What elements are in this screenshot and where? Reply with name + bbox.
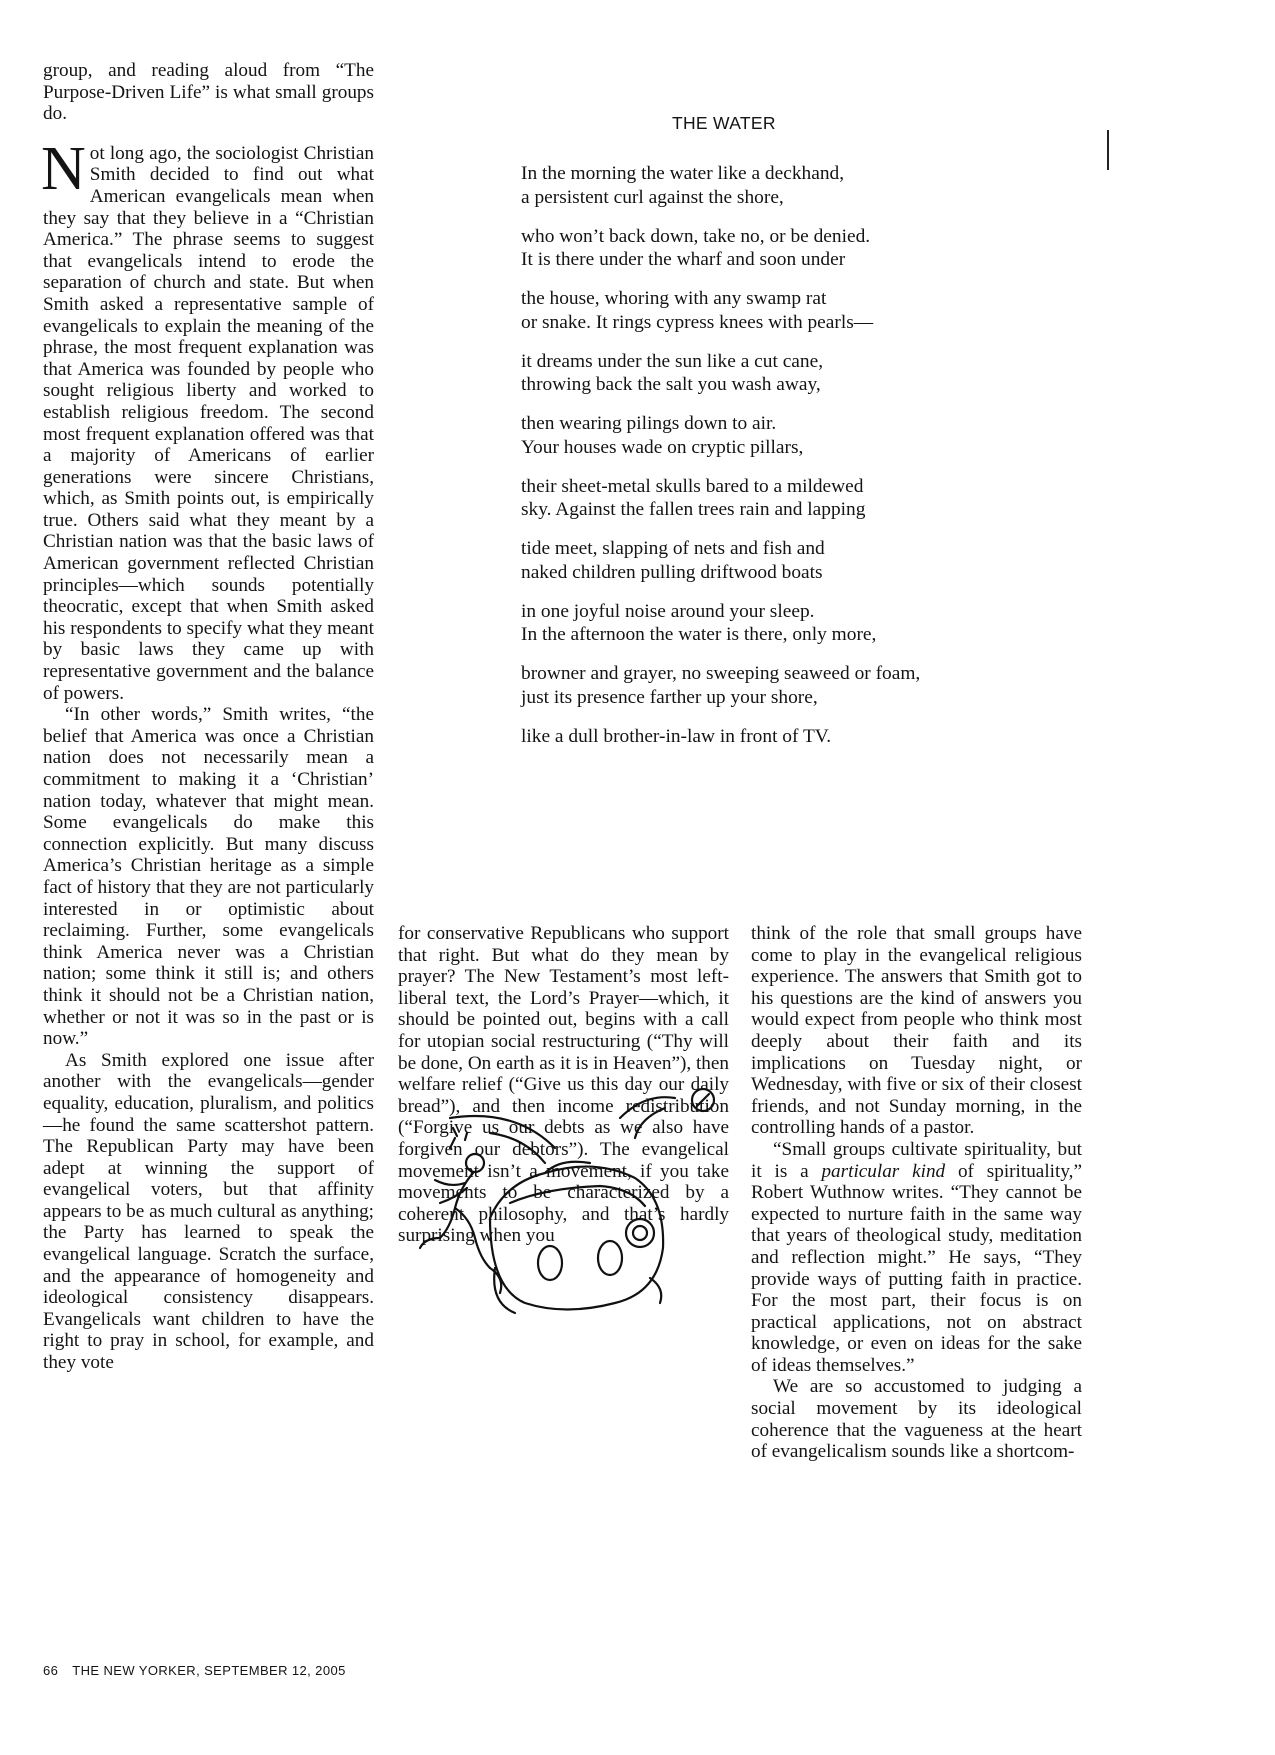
paragraph-prayer: for conservative Republicans who support that right. But what do they mean by prayer? The New Testament’s most left-liberal text, the Lord’s Prayer—which, it should be pointed out, begins with a call for utopian social restructuring (“Thy will be done, On earth as it is in Heaven”), then welfare relief (“Give us this day our daily bread”), and then income redistribution (“Forgive us our debts as we also have forgiven our debtors”). The evangelical movement isn’t a movement, if you take movements to be characterized by a coherent philosophy, and that’s hardly surprising when you xyxy=(398,923,729,1247)
poem xyxy=(521,162,1121,764)
paragraph-intro-text: ot long ago, the sociologist Christian Smith decided to find out what American evangelicals mean when they say that they believe in a “Christian America.” The phrase seems to suggest that evangelicals intend to erode the separation of church and state. But when Smith asked a representative sample of evangelicals to explain the meaning of the phrase, the most frequent explanation was that America was founded by people who sought religious liberty and worked to establish religious freedom. The second most frequent explanation offered was that a majority of Americans of earlier generations were sincere Christians, which, as Smith points out, is empirically true. Others said what they meant by a Christian nation was that the basic laws of American government reflected Christian principles—which sounds potentially theocratic, except that when Smith asked his respondents to specify what they meant by basic laws they came up with representative government and the balance of powers. xyxy=(43,142,374,704)
paragraph-smith-quote: “In other words,” Smith writes, “the belief that America was once a Christian nation does not necessarily mean a commitment to making it a ‘Christian’ nation today, whatever that might mean. Some evangelicals do make this connection explicitly. But many discuss America’s Christian heritage as a simple fact of history that they are not particularly interested in or optimistic about reclaiming. Further, some evangelicals think America never was a Christian nation; some think it still is; and others think it should not be a Christian nation, whether or not it was so in the past or is now.” xyxy=(43,704,374,1050)
drop-cap: N xyxy=(41,134,86,203)
poem-line: their sheet-metal skulls bared to a mildewed xyxy=(521,475,864,497)
poem-line: it dreams under the sun like a cut cane, xyxy=(521,350,824,372)
poem-line: who won’t back down, take no, or be denied. xyxy=(521,225,871,247)
paragraph-smith-explored: As Smith explored one issue after another with the evangelicals—gender equality, education, pluralism, and politics—he found the same scattershot pattern. The Republican Party may have been adept at winning the support of evangelical voters, but that affinity appears to be as much cultural as anything; the Party has learned to speak the evangelical language. Scratch the surface, and the appearance of homogeneity and ideological consistency disappears. Evangelicals want children to have the right to pray in school, for example, and they vote xyxy=(43,1049,374,1374)
poem-line: browner and grayer, no sweeping seaweed or foam, xyxy=(521,663,921,684)
cartoon-illustration xyxy=(395,1088,725,1333)
steam-line-icon xyxy=(450,1116,555,1148)
paragraph-accustomed: We are so accustomed to judging a social movement by its ideological coherence that the vagueness at the heart of evangelicalism sounds like a shortcom- xyxy=(751,1376,1082,1463)
poem-line: a persistent curl against the shore, xyxy=(521,186,784,208)
poem-line: sky. Against the fallen trees rain and lapping xyxy=(521,499,866,520)
poem-stanza xyxy=(521,475,1121,522)
poem-line: naked children pulling driftwood boats xyxy=(521,561,823,583)
left-column xyxy=(43,60,374,1374)
publication-line: THE NEW YORKER, SEPTEMBER 12, 2005 xyxy=(72,1663,346,1678)
poem-stanza xyxy=(521,162,1121,209)
poem-stanza xyxy=(521,412,1121,459)
poem-line: just its presence farther up your shore, xyxy=(521,686,818,708)
scan-mark xyxy=(1107,130,1109,170)
poem-stanza xyxy=(521,537,1121,584)
poem-line: the house, whoring with any swamp rat xyxy=(521,288,827,309)
poem-line: then wearing pilings down to air. xyxy=(521,413,777,434)
poem-line: or snake. It rings cypress knees with pearls— xyxy=(521,311,874,333)
paragraph-wuthnow: “Small groups cultivate spirituality, but it is a particular kind of spirituality,” Robert Wuthnow writes. “They cannot be expected to nurture faith in the same way that years of theological study, meditation and reflection might.” He says, “They provide ways of putting faith in practice. For the most part, their focus is on practical applications, not on abstract knowledge, or even on ideas for the sake of ideas themselves.” xyxy=(751,1138,1082,1376)
poem-stanza xyxy=(521,725,1121,749)
poem-stanza xyxy=(521,600,1121,647)
poem-line: In the afternoon the water is there, only more, xyxy=(521,624,877,645)
poem-stanza xyxy=(521,225,1121,272)
paragraph-intro xyxy=(41,134,374,704)
poem-line: tide meet, slapping of nets and fish and xyxy=(521,538,825,559)
right-column xyxy=(751,923,1082,1463)
man-head-icon xyxy=(466,1154,484,1172)
poem-line: Your houses wade on cryptic pillars, xyxy=(521,436,804,458)
paragraph-small-groups: think of the role that small groups have come to play in the evangelical religious experience. The answers that Smith got to his questions are the kind of answers you would expect from people who think most deeply about their faith and its implications on Tuesday night, or Wednesday, with five or six of their closest friends, and not Sunday morning, in the controlling hands of a pastor. xyxy=(751,923,1082,1139)
poem-line: in one joyful noise around your sleep. xyxy=(521,600,815,622)
continuation-paragraph: group, and reading aloud from “The Purpose-Driven Life” is what small groups do. xyxy=(43,60,374,125)
poem-line: like a dull brother-in-law in front of TV. xyxy=(521,725,832,747)
page-number: 66 xyxy=(43,1663,59,1678)
emphasis: particular kind xyxy=(821,1160,946,1182)
poem-stanza xyxy=(521,287,1121,334)
page-footer xyxy=(43,1663,346,1678)
poem-line: It is there under the wharf and soon under xyxy=(521,249,846,270)
poem-line: throwing back the salt you wash away, xyxy=(521,374,821,395)
poem-stanza xyxy=(521,662,1121,709)
poem-title: THE WATER xyxy=(672,113,776,133)
poem-line: In the morning the water like a deckhand, xyxy=(521,163,845,184)
poem-stanza xyxy=(521,350,1121,397)
